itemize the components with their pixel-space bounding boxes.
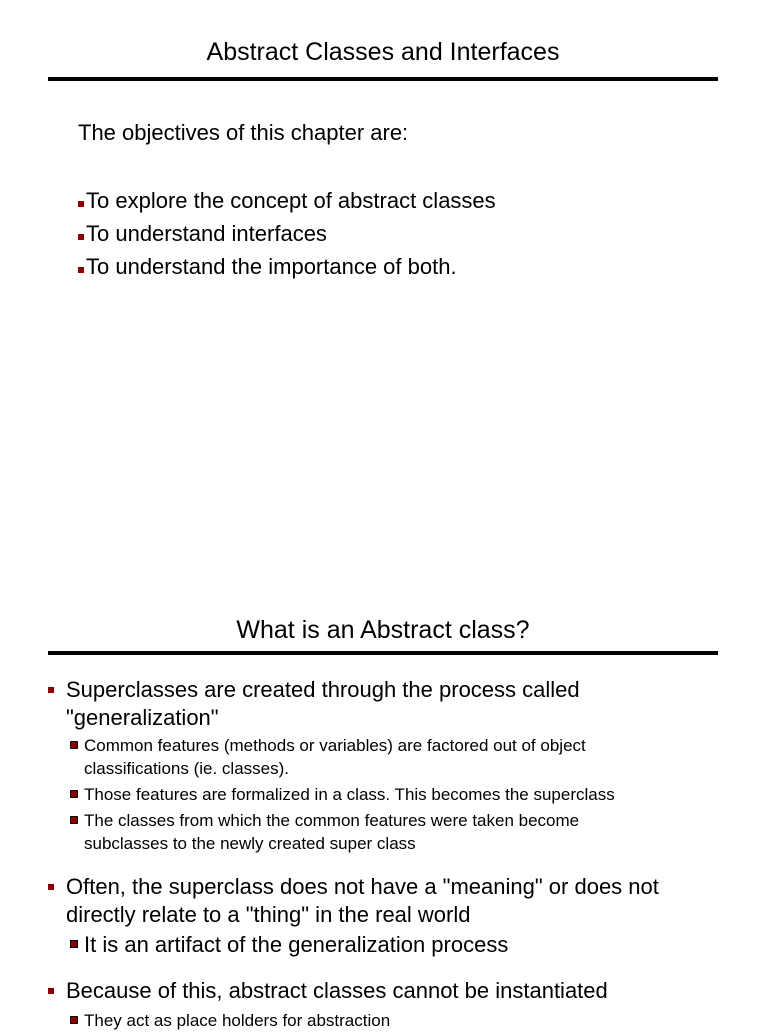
- bullet-line: directly relate to a "thing" in the real world: [66, 902, 471, 927]
- square-bullet-icon: [70, 790, 78, 798]
- square-bullet-icon: [48, 884, 54, 890]
- objective-item: To understand the importance of both.: [78, 253, 457, 281]
- square-bullet-icon: [48, 988, 54, 994]
- bullet-line: Superclasses are created through the process called: [66, 677, 580, 702]
- square-bullet-icon: [70, 1016, 78, 1024]
- sub-bullet-line: Common features (methods or variables) are factored out of object: [84, 736, 586, 755]
- square-bullet-icon: [78, 267, 84, 273]
- bullet-line: Often, the superclass does not have a "meaning" or does not: [66, 874, 659, 899]
- objective-item: To explore the concept of abstract classes: [78, 187, 496, 215]
- sub-bullet-line: Those features are formalized in a class. This becomes the superclass: [84, 785, 615, 804]
- slide-title: Abstract Classes and Interfaces: [206, 38, 560, 66]
- square-bullet-icon: [70, 940, 78, 948]
- objective-item: To understand interfaces: [78, 220, 327, 248]
- square-bullet-icon: [70, 741, 78, 749]
- sub-bullet-line: subclasses to the newly created super class: [84, 834, 416, 853]
- sub-bullet-line: classifications (ie. classes).: [84, 759, 290, 778]
- square-bullet-icon: [78, 234, 84, 240]
- bullet-line: "generalization": [66, 705, 219, 730]
- square-bullet-icon: [48, 687, 54, 693]
- square-bullet-icon: [70, 816, 78, 824]
- slide-abstract-class: [0, 600, 768, 1030]
- square-bullet-icon: [78, 201, 84, 207]
- title-rule: [48, 651, 718, 655]
- intro-text: The objectives of this chapter are:: [78, 120, 409, 145]
- sub-bullet-line: It is an artifact of the generalization process: [84, 932, 509, 957]
- sub-bullet-line: They act as place holders for abstraction: [84, 1011, 391, 1030]
- bullet-line: Because of this, abstract classes cannot be instantiated: [66, 978, 608, 1003]
- title-rule: [48, 77, 718, 81]
- slide-title: What is an Abstract class?: [236, 616, 530, 644]
- sub-bullet-line: The classes from which the common features were taken become: [84, 811, 580, 830]
